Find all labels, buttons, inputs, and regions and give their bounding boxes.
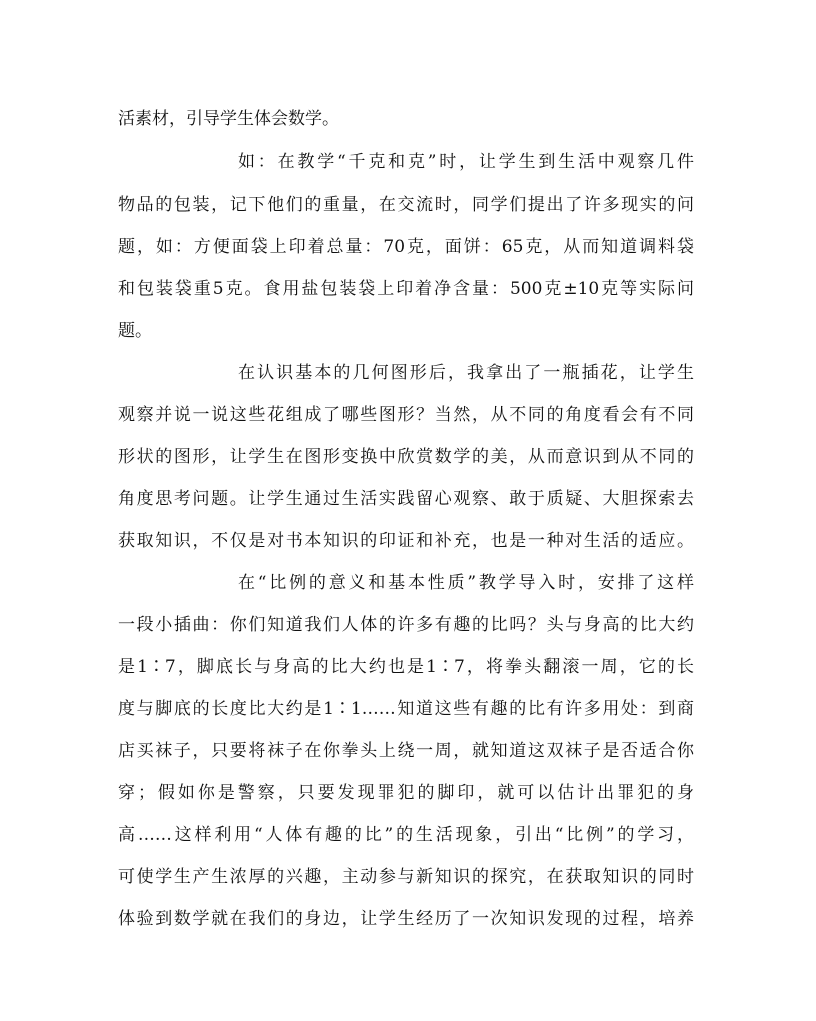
text-line: 一段小插曲：你们知道我们人体的许多有趣的比吗？头与身高的比大约 — [118, 615, 694, 635]
text-line: 度与脚底的长度比大约是1∶1……知道这些有趣的比有许多用处：到商 — [118, 699, 694, 719]
text-line: 高……这样利用“人体有趣的比”的生活现象，引出“比例”的学习， — [118, 825, 694, 845]
text-line: 物品的包装，记下他们的重量，在交流时，同学们提出了许多现实的问 — [118, 195, 694, 215]
text-line: 题，如：方便面袋上印着总量：70克，面饼：65克，从而知道调料袋 — [118, 237, 694, 257]
text-line: 店买袜子，只要将袜子在你拳头上绕一周，就知道这双袜子是否适合你 — [118, 741, 694, 761]
text-line: 体验到数学就在我们的身边，让学生经历了一次知识发现的过程，培养 — [118, 909, 694, 929]
paragraph-start-line: 如：在教学“千克和克”时，让学生到生活中观察几件 — [238, 152, 694, 172]
paragraph-start-line: 在认识基本的几何图形后，我拿出了一瓶插花，让学生 — [238, 363, 694, 383]
text-line: 可使学生产生浓厚的兴趣，主动参与新知识的探究，在获取知识的同时 — [118, 867, 694, 887]
text-line: 活素材，引导学生体会数学。 — [118, 109, 339, 129]
text-line: 穿；假如你是警察，只要发现罪犯的脚印，就可以估计出罪犯的身 — [118, 783, 694, 803]
paragraph-start-line: 在“比例的意义和基本性质”教学导入时，安排了这样 — [238, 573, 694, 593]
text-line: 形状的图形，让学生在图形变换中欣赏数学的美，从而意识到从不同的 — [118, 447, 694, 467]
text-line: 是1∶7，脚底长与身高的比大约也是1∶7，将拳头翻滚一周，它的长 — [118, 657, 694, 677]
text-line: 题。 — [118, 321, 152, 341]
text-line: 观察并说一说这些花组成了哪些图形？当然，从不同的角度看会有不同 — [118, 405, 694, 425]
text-line: 角度思考问题。让学生通过生活实践留心观察、敢于质疑、大胆探索去 — [118, 489, 694, 509]
text-line: 获取知识，不仅是对书本知识的印证和补充，也是一种对生活的适应。 — [118, 531, 694, 551]
text-line: 和包装袋重5克。食用盐包装袋上印着净含量：500克±10克等实际问 — [118, 279, 694, 299]
